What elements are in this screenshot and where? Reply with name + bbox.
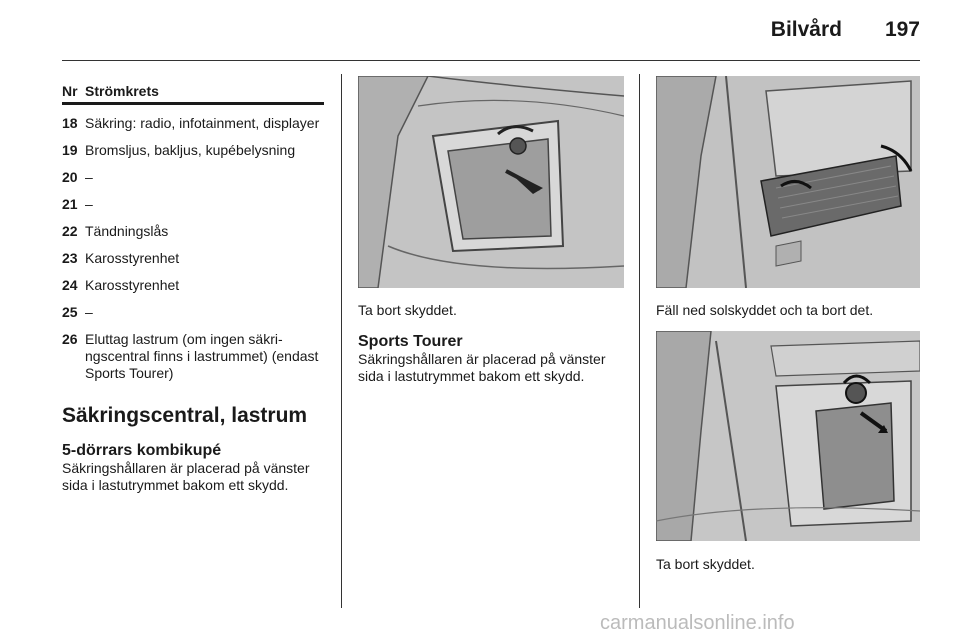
figure-caption: Ta bort skyddet. (656, 556, 755, 572)
page-header (0, 0, 960, 60)
figure-side-cover (656, 331, 920, 541)
row-text: Karosstyrenhet (85, 250, 180, 266)
table-row (62, 331, 324, 382)
row-text: – (85, 304, 93, 320)
figure-sunshade (656, 76, 920, 288)
row-number: 26 (62, 331, 78, 347)
row-number: 25 (62, 304, 78, 320)
table-row (62, 304, 324, 321)
table-row (62, 223, 324, 240)
column-divider (341, 74, 342, 608)
row-text: Eluttag lastrum (om ingen säkri-ngscentral finns i lastrummet) (endast Sports Tourer) (85, 331, 319, 381)
figure-caption: Fäll ned solskyddet och ta bort det. (656, 302, 874, 318)
paragraph-sports-tourer: Säkringshållaren är placerad på vänster sida i lastutrymmet bakom ett skydd. (358, 351, 606, 384)
row-number: 21 (62, 196, 78, 212)
column-divider (639, 74, 640, 608)
row-text: Karosstyrenhet (85, 277, 180, 293)
table-row (62, 250, 324, 267)
column-header-circuit: Strömkrets (85, 83, 159, 99)
left-column (62, 76, 324, 494)
column-header-nr: Nr (62, 83, 78, 99)
row-number: 19 (62, 142, 78, 158)
table-row (62, 277, 324, 294)
table-row (62, 115, 324, 132)
subheading-kombikupe: 5-dörrars kombikupé (62, 442, 222, 459)
row-number: 20 (62, 169, 78, 185)
paragraph-kombikupe: Säkringshållaren är placerad på vänster sida i lastutrymmet bakom ett skydd. (62, 460, 310, 493)
header-divider (62, 60, 920, 61)
page-number: 197 (884, 18, 920, 41)
middle-column-text (358, 302, 624, 385)
row-text: Tändningslås (85, 223, 169, 239)
figure-caption: Ta bort skyddet. (358, 302, 457, 318)
table-row (62, 169, 324, 186)
right-column-caption-2 (656, 556, 920, 573)
row-text: Säkring: radio, infotainment, displayer (85, 115, 320, 131)
table-header (62, 76, 324, 101)
table-header-rule (62, 102, 324, 105)
figure-hatch-cover (358, 76, 624, 288)
table-row (62, 142, 324, 159)
row-text: – (85, 169, 93, 185)
row-number: 24 (62, 277, 78, 293)
right-column-caption (656, 302, 920, 319)
watermark: carmanualsonline.info (600, 612, 795, 634)
row-number: 22 (62, 223, 78, 239)
row-number: 18 (62, 115, 78, 131)
row-text: – (85, 196, 93, 212)
row-number: 23 (62, 250, 78, 266)
section-title-header: Bilvård (770, 18, 842, 41)
subheading-sports-tourer: Sports Tourer (358, 333, 463, 350)
table-row (62, 196, 324, 213)
section-heading: Säkringscentral, lastrum (62, 404, 308, 427)
row-text: Bromsljus, bakljus, kupébelysning (85, 142, 296, 158)
